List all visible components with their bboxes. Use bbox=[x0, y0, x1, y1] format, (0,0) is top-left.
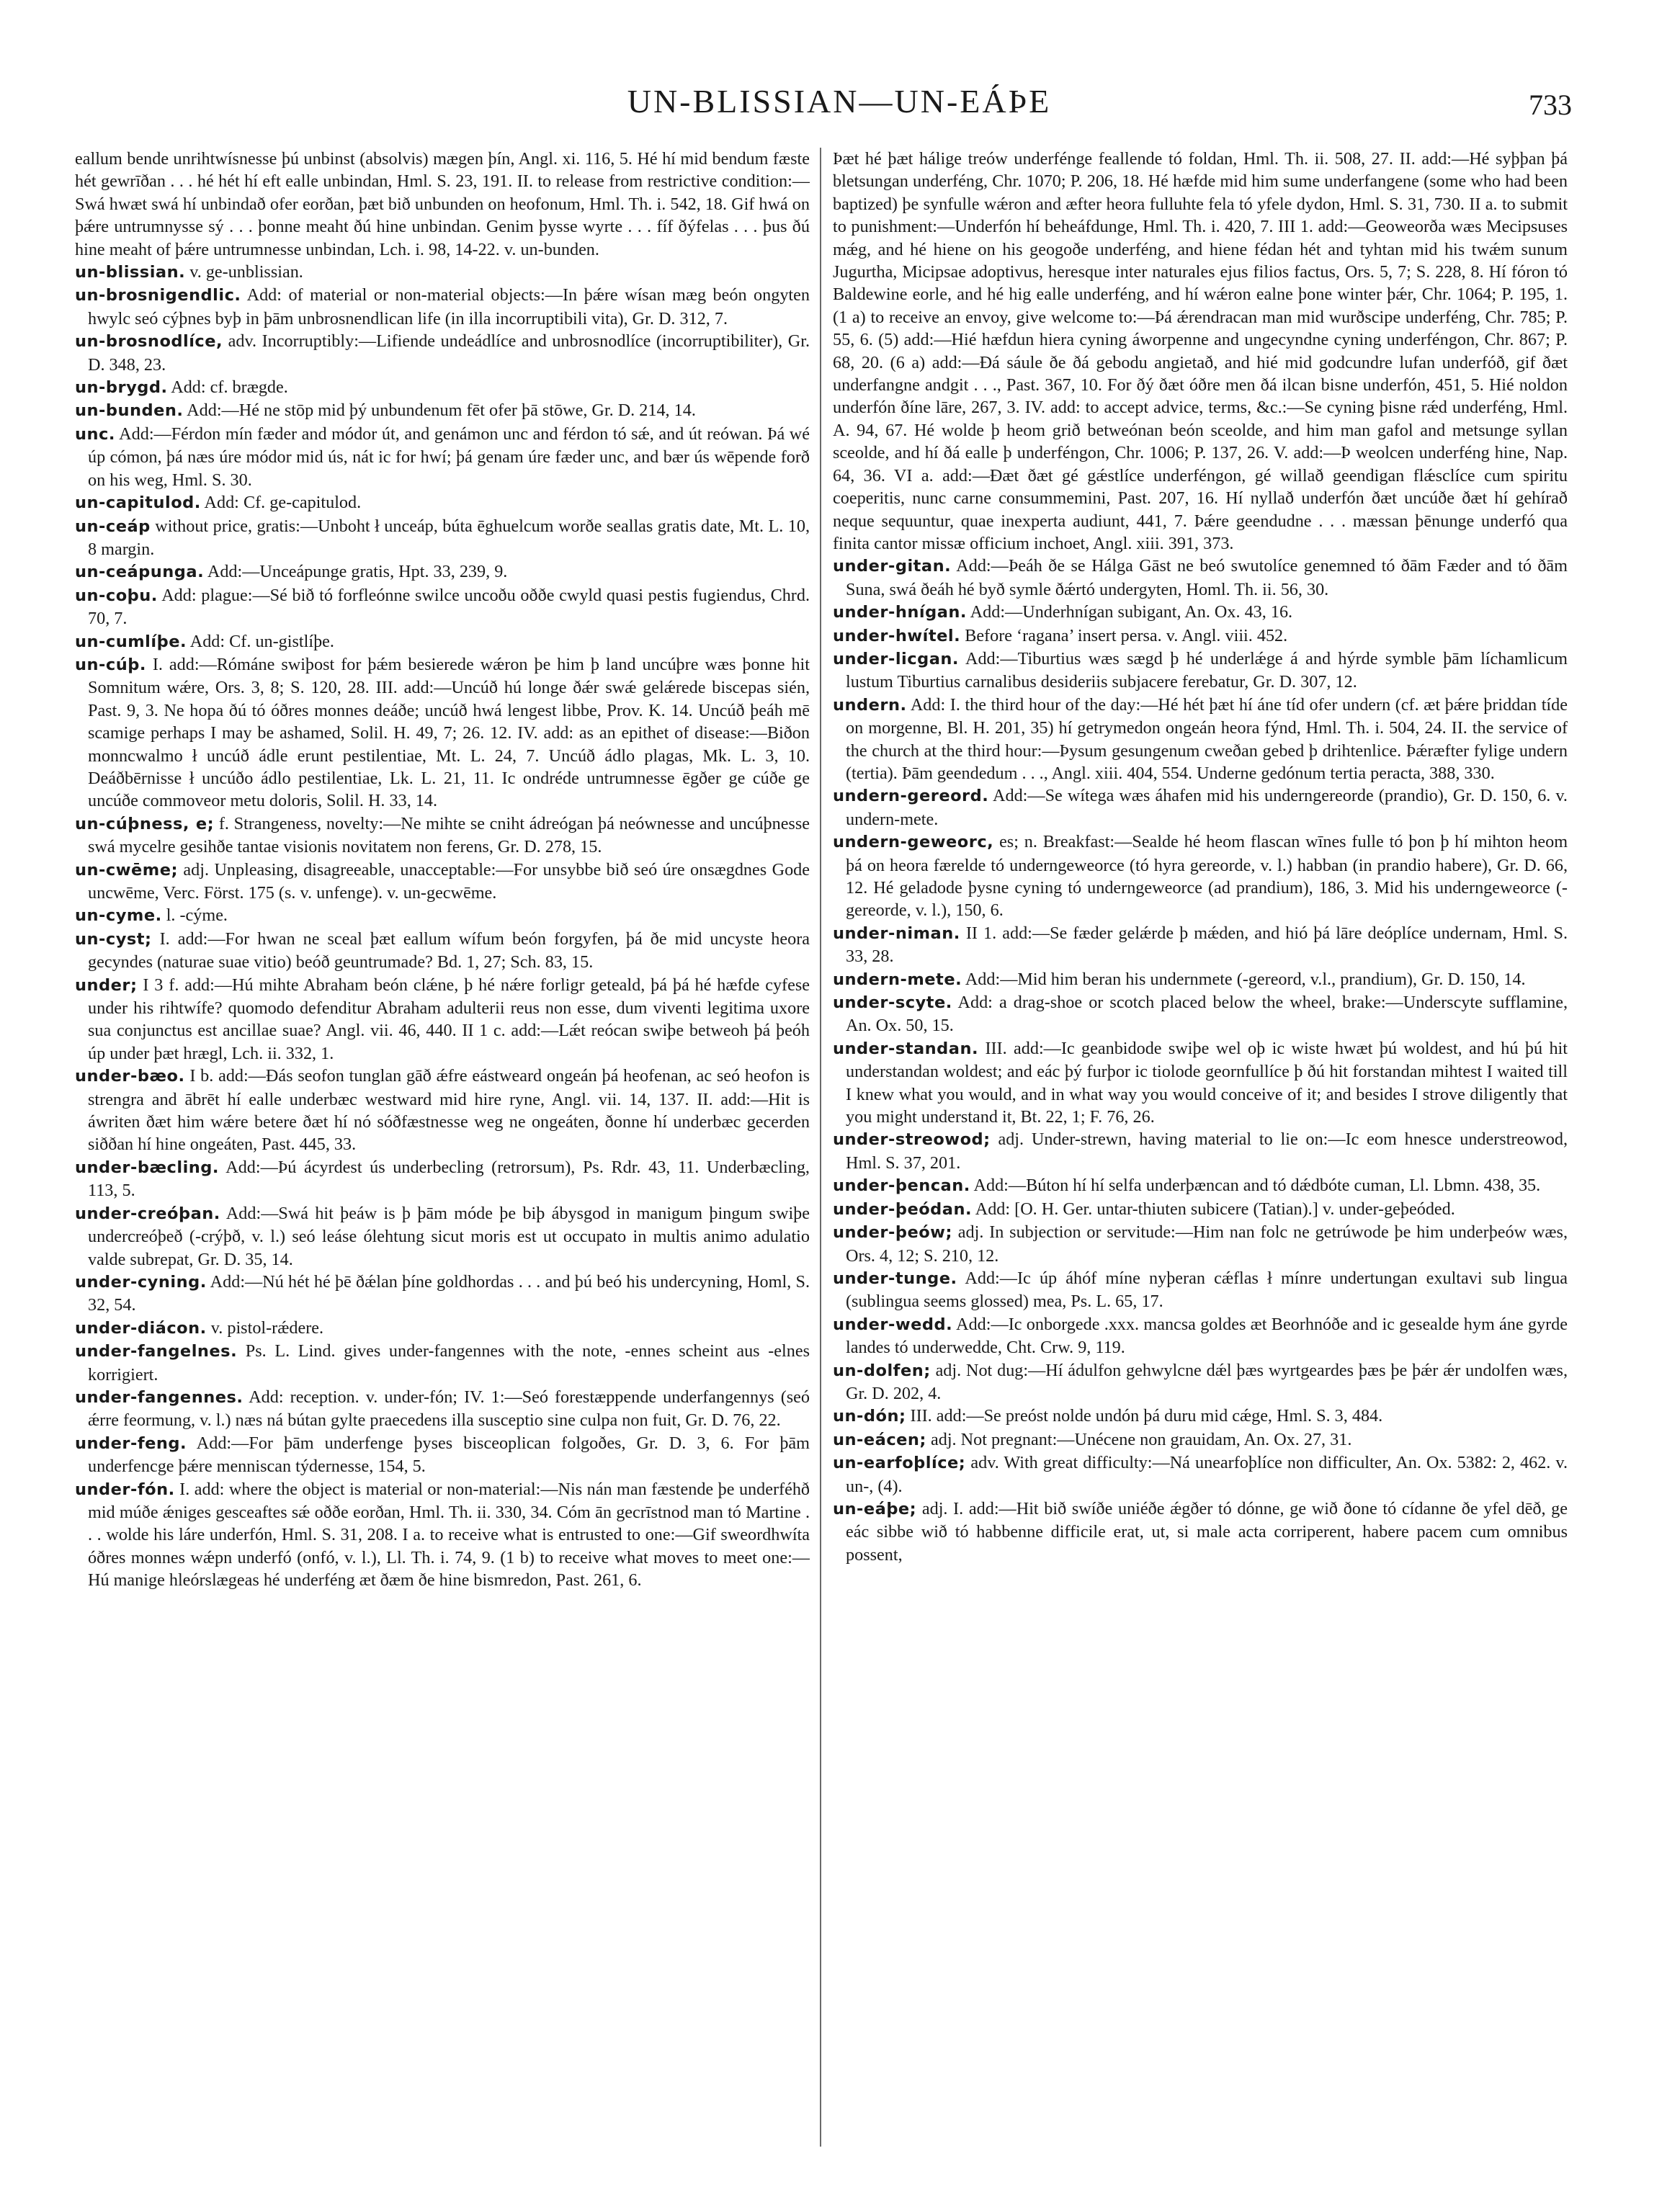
dictionary-entry bbox=[833, 625, 1568, 648]
dictionary-entry bbox=[75, 813, 810, 859]
entry-headword: under-bæcling. bbox=[75, 1158, 219, 1177]
entry-text: Add: plague:—Sé bið tó forfleónne swilce uncoðu oððe cwyld quasi pestis fugiendus, Chrd. 70, 7. bbox=[88, 585, 810, 629]
dictionary-entry bbox=[75, 491, 810, 514]
entry-headword: undern-mete. bbox=[833, 970, 962, 989]
entry-headword: unc. bbox=[75, 424, 115, 444]
dictionary-entry bbox=[75, 1317, 810, 1340]
entry-text: Add: I. the third hour of the day:—Hé hét þæt hí áne tíd ofer undern (cf. æt þǽre þriddan tíde on morgenne, Bl. H. 201, 35) hí getrymedon ongeán heora fýnd, Hml. Th. i. 504, 24. II. the service of the church at the third hour:—Þysum gesungenum cweðan gebed þ drihtenlice. Þǽræfter fylige undern (tertia). Þām geendedum . . ., Angl. xiii. 404, 554. Underne gedónum tertia peracta, 388, 330. bbox=[846, 694, 1568, 783]
dictionary-entry bbox=[75, 928, 810, 974]
entry-headword: un-cwēme; bbox=[75, 860, 178, 880]
dictionary-entry bbox=[75, 1065, 810, 1156]
dictionary-entry bbox=[75, 904, 810, 927]
entry-headword: under-standan. bbox=[833, 1039, 979, 1058]
dictionary-entry bbox=[833, 694, 1568, 785]
entry-headword: under-bæo. bbox=[75, 1067, 185, 1086]
dictionary-entry bbox=[75, 148, 810, 261]
dictionary-entry bbox=[75, 630, 810, 653]
right-column bbox=[833, 148, 1568, 2147]
entry-headword: under-scyte. bbox=[833, 993, 952, 1013]
entry-headword: un-dón; bbox=[833, 1407, 906, 1426]
dictionary-entry bbox=[75, 423, 810, 491]
entry-text: Add:—Mid him beran his undernmete (-gereord, v.l., prandium), Gr. D. 150, 14. bbox=[965, 969, 1526, 989]
entry-text: Add: Cf. un-gistlíþe. bbox=[189, 631, 334, 651]
dictionary-entry bbox=[75, 584, 810, 630]
entry-headword: undern-gereord. bbox=[833, 787, 989, 806]
dictionary-entry bbox=[833, 148, 1568, 555]
entry-text: I 3 f. add:—Hú mihte Abraham beón clǽne, þ hé nǽre forligr geteald, þá þá hé hæfde cyfese under his rihtwífe? quomodo defenditur Abraham adulterii reus non esse, dum viventi legitima uxore sua conjunctus est ancillae suae? Angl. vii. 46, 440. II 1 c. add:—Lǽt reócan swiþe betweoh þá þeóh úp under þæt hrægl, Lch. ii. 332, 1. bbox=[88, 975, 810, 1063]
dictionary-entry bbox=[833, 831, 1568, 922]
entry-text: II 1. add:—Se fæder gelǽrde þ mǽden, and hió þá lāre deóplíce undernam, Hml. S. 33, 28. bbox=[846, 923, 1568, 967]
dictionary-entry bbox=[75, 1340, 810, 1386]
page-number: 733 bbox=[1529, 89, 1572, 121]
entry-text: Add: reception. v. under-fón; IV. 1:—Seó forestæppende underfangennys (seó ǽrre feormung, v. l.) næs ná bútan gylte praecedens illa susceptio sine culpa non fuit, Gr. D. 76, 22. bbox=[88, 1387, 810, 1431]
entry-text: f. Strangeness, novelty:—Ne mihte se cniht ádreógan þá neównesse and uncúþnesse swá mycelre gesihðe tantae visionis novitatem non ferens, Gr. D. 278, 15. bbox=[88, 813, 810, 857]
entry-headword: under-hwítel. bbox=[833, 626, 961, 645]
page-header bbox=[0, 79, 1680, 137]
entry-text: Add: a drag-shoe or scotch placed below the wheel, brake:—Underscyte sufflamine, An. Ox. 50, 15. bbox=[846, 993, 1568, 1036]
entry-text: adj. I. add:—Hit bið swíðe uniéðe ǽgðer tó dónne, ge wið ðone tó cídanne ðe yfel dēð, ge eác sibbe wið tó habbenne difficile erat, ut, si male acta corriperent, habere pacem cum omnibus possent, bbox=[846, 1498, 1568, 1565]
dictionary-entry bbox=[833, 1221, 1568, 1267]
dictionary-entry bbox=[75, 399, 810, 422]
entry-text: III. add:—Se preóst nolde undón þá duru mid cǽge, Hml. S. 3, 484. bbox=[910, 1406, 1383, 1426]
entry-headword: un-earfoþlíce; bbox=[833, 1454, 966, 1473]
entry-text: Add: [O. H. Ger. untar-thiuten subicere (Tatian).] v. under-geþeóded. bbox=[975, 1199, 1455, 1219]
entry-headword: under-gitan. bbox=[833, 557, 952, 576]
entry-headword: un-brosnodlíce, bbox=[75, 332, 223, 352]
dictionary-entry bbox=[833, 1174, 1568, 1197]
dictionary-entry bbox=[75, 1202, 810, 1271]
entry-headword: under-cyning. bbox=[75, 1272, 207, 1292]
entry-headword: un-cyst; bbox=[75, 929, 152, 949]
entry-text: adj. Not pregnant:—Unécene non grauidam, An. Ox. 27, 31. bbox=[930, 1429, 1352, 1449]
entry-headword: under-þeódan. bbox=[833, 1199, 973, 1219]
dictionary-entry bbox=[75, 1386, 810, 1432]
dictionary-entry bbox=[833, 784, 1568, 831]
entry-text: Þæt hé þæt hálige treów underfénge feallende tó foldan, Hml. Th. ii. 508, 27. II. add:—Hé syþþan þá bletsungan underféng, Chr. 1070; P. 206, 18. Hé hæfde mid him sume underfangene (some who had been baptized) þe synfulle wǽron and æfter heora fulluhte fela tó yfele dydon, Hml. S. 31, 730. II a. to submit to punishment:—Underfón hí beheáfdunge, Hml. Th. i. 420, 7. III 1. add:—Geoweorða wæs Mecipsuses mǽg, and hé hiene on his geogoðe underféng, and hiene fédan hét and tyhtan mid his twǽm sunum Jugurtha, Micipsae adoptivus, heresque inter naturales ejus filios factus, Ors. 5, 7; S. 228, 8. Hí fóron tó Baldewine eorle, and hé hig ealle underféng, and hí wǽron ealne þone winter þǽr, Chr. 1064; P. 195, 1. (1 a) to receive an envoy, give welcome to:—Þá ǽrendracan man mid wurðscipe underféng, Chr. 785; P. 55, 6. (5) add:—Hié hæfdun hiera cyning áworpenne and ungecyndne cyning underféngon, Chr. 867; P. 68, 20. (6 a) add:—Ðá sáule ðe ðá gebodu angietað, and hié mid godcundre lufan underfóð, gif ðæt underfangne andgit . . ., Past. 367, 10. For ðý ðæt óðre men ðá ilcan bisne underfón, 451, 5. Hié noldon underfón ðíne lāre, 267, 3. IV. add: to accept advice, terms, &c.:—Se cyning þisne rǽd underféng, Hml. A. 94, 67. Hé wolde þ heom grið betweónan beón sceolde, and him man gafol and metsunge syllan sceolde, and hí ðá ealle þ underféngon, Chr. 1006; P. 137, 26. V. add:—Þ weolcen underféng hine, Nap. 64, 36. VI a. add:—Ðæt ðæt gé gǽstlíce underféngon, gé willað geendigan flǽsclíce cum spiritu coeperitis, nunc carne consummemini, Past. 207, 16. Hí nyllað underfón ðæt uncúðe ðæt hí gehírað neque sequuntur, quae inexperta audiunt, 441, 7. Þǽre geendudne . . . mæssan þēnunge underfó qua finita cantor missæ officium inchoet, Angl. xiii. 391, 373. bbox=[833, 149, 1568, 553]
entry-text: Add:—Unceápunge gratis, Hpt. 33, 239, 9. bbox=[207, 562, 508, 582]
entry-headword: under-fangelnes. bbox=[75, 1342, 238, 1361]
dictionary-entry bbox=[75, 653, 810, 813]
entry-text: Add:—Swá hit þeáw is þ þām móde þe biþ ábysgod in manigum þingum swiþe undercreóþeð (-crýþð, v. l.) seó leáse ólehtung sicut moris est ut occupato in multis animo adulatio valde subrepat, Gr. D. 35, 14. bbox=[88, 1203, 810, 1269]
entry-text: Add: cf. brægde. bbox=[171, 377, 288, 398]
entry-headword: un-cumlíþe. bbox=[75, 632, 187, 651]
entry-text: Add:—For þām underfenge þyses bisceoplican folgoðes, Gr. D. 3, 6. For þām underfencge þǽre menniscan týdernesse, 154, 5. bbox=[88, 1433, 810, 1477]
entry-text: adj. Not dug:—Hí ádulfon gehwylcne dǽl þæs wyrtgeardes þæs þe þǽr ǽr undolfen wæs, Gr. D. 202, 4. bbox=[846, 1360, 1568, 1403]
dictionary-entry bbox=[833, 555, 1568, 601]
dictionary-entry bbox=[75, 1156, 810, 1202]
entry-text: adj. Under-strewn, having material to lie on:—Ic eom hnesce understreowod, Hml. S. 37, 201. bbox=[846, 1129, 1568, 1173]
entry-text: Add: of material or non-material objects:—In þǽre wísan mæg beón ongyten hwylc seó cýþnes byþ in þām unbrosnendlican life (in illa incorruptibili vita), Gr. D. 312, 7. bbox=[88, 285, 810, 328]
entry-headword: under-wedd. bbox=[833, 1315, 953, 1334]
dictionary-entry bbox=[75, 261, 810, 284]
dictionary-entry bbox=[833, 1428, 1568, 1451]
entry-headword: un-blissian. bbox=[75, 263, 186, 282]
entry-text: Ps. L. Lind. gives under-fangennes with the note, -ennes scheint aus -elnes korrigiert. bbox=[88, 1341, 810, 1384]
entry-headword: under-tunge. bbox=[833, 1269, 957, 1288]
entry-text: Add:—Þú ácyrdest ús underbecling (retrorsum), Ps. Rdr. 43, 11. Underbæcling, 113, 5. bbox=[88, 1157, 810, 1201]
dictionary-entry bbox=[833, 968, 1568, 991]
dictionary-entry bbox=[75, 1432, 810, 1478]
dictionary-entry bbox=[833, 1313, 1568, 1359]
dictionary-entry bbox=[75, 515, 810, 561]
entry-headword: un-ceáp bbox=[75, 516, 151, 536]
dictionary-entry bbox=[75, 376, 810, 399]
dictionary-entry bbox=[833, 1451, 1568, 1498]
entry-headword: undern. bbox=[833, 695, 907, 715]
dictionary-entry bbox=[833, 1498, 1568, 1566]
entry-headword: un-brygd. bbox=[75, 378, 168, 398]
dictionary-entry bbox=[833, 648, 1568, 694]
entry-text: III. add:—Ic geanbidode swiþe wel oþ ic wiste hwæt þú woldest, and hú þú hit understandan woldest; and eác þý furþor ic tiolode geornfullíce þ ðú hit forstandan mihtest I waited till I knew what you would, and in what way you would conceive of it; and besides I strove diligently that you might understand it, Bt. 22, 1; F. 76, 26. bbox=[846, 1038, 1568, 1127]
entry-text: Before ‘ragana’ insert persa. v. Angl. viii. 452. bbox=[965, 625, 1288, 645]
dictionary-entry bbox=[833, 1037, 1568, 1129]
entry-text: Add:—Ic úp áhóf míne nyþeran cǽflas ł mínre undertungan exultavi sub lingua (sublingua seems glossed) mea, Ps. L. 65, 17. bbox=[846, 1268, 1568, 1312]
dictionary-entry bbox=[75, 330, 810, 376]
left-column bbox=[75, 148, 810, 2147]
entry-headword: un-cyme. bbox=[75, 906, 162, 926]
entry-text: without price, gratis:—Unboht ł unceáp, búta ēghuelcum worðe seallas gratis date, Mt. L. 10, 8 margin. bbox=[88, 516, 810, 559]
dictionary-entry bbox=[833, 922, 1568, 968]
entry-text: Add:—Hé ne stōp mid þý unbundenum fēt ofer þā stōwe, Gr. D. 214, 14. bbox=[187, 401, 696, 421]
dictionary-entry bbox=[75, 560, 810, 583]
entry-headword: un-cúþ. bbox=[75, 655, 146, 674]
dictionary-entry bbox=[833, 1267, 1568, 1313]
dictionary-entry bbox=[75, 974, 810, 1065]
entry-text: Add:—Búton hí hí selfa underþæncan and tó dǽdbóte cuman, Ll. Lbmn. 438, 35. bbox=[973, 1176, 1541, 1196]
entry-text: I. add: where the object is material or non-material:—Nis nán man fæstende þe underféhð mid múðe ǽniges gesceaftes sǽ oððe eorðan, Hml. Th. ii. 330, 34. Cóm ān gecrīstnod man tó Martine . . . wolde his láre underfón, Hml. S. 31, 208. I a. to receive what is entrusted to one:—Gif sweordhwíta óðres monnes wǽpn underfó (onfó, v. l.), Ll. Th. i. 74, 9. (1 b) to receive what moves to meet one:—Hú manige hleórslægeas hé underféng æt ðæm ðe hine bismredon, Past. 261, 6. bbox=[88, 1479, 810, 1591]
entry-headword: un-eácen; bbox=[833, 1430, 926, 1449]
entry-headword: un-cúþness, e; bbox=[75, 814, 215, 833]
entry-headword: under-licgan. bbox=[833, 649, 959, 668]
entry-headword: under; bbox=[75, 975, 138, 995]
entry-text: Add:—Underhnígan subigant, An. Ox. 43, 16. bbox=[970, 602, 1293, 622]
entry-text: es; n. Breakfast:—Sealde hé heom flascan wīnes fulle tó þon þ hí mihton heom þá on heora færelde tó underngeweorce (tó hyra gereorde, v. l.) habban (in prandio habere), Gr. D. 66, 12. Hé geladode þysne cyning tó underngeweorce (ad prandium), 186, 3. Mid his underngeweorce (-gereorde, v. l.), 150, 6. bbox=[846, 832, 1568, 921]
entry-text: Add:—Tiburtius wæs sægd þ hé underlǽge á and hýrde symble þām líchamlicum lustum Tiburtius carnalibus desideriis subjacere ferebatur, Gr. D. 307, 12. bbox=[846, 648, 1568, 692]
dictionary-entry bbox=[75, 859, 810, 905]
entry-headword: un-dolfen; bbox=[833, 1361, 931, 1380]
entry-text: I. add:—For hwan ne sceal þæt eallum wífum beón forgyfen, þá ðe mid uncyste heora gecyndes (naturae suae vitio) beóð geuntrumade? Bd. 1, 27; Sch. 83, 15. bbox=[88, 929, 810, 972]
entry-headword: un-ceápunga. bbox=[75, 563, 205, 582]
entry-headword: undern-geweorc, bbox=[833, 833, 994, 852]
entry-text: Add:—Nú hét hé þē ðǽlan þíne goldhordas . . . and þú beó his undercyning, Homl, S. 32, 54. bbox=[88, 1271, 810, 1315]
dictionary-entry bbox=[833, 1198, 1568, 1221]
entry-text: adv. With great difficulty:—Ná unearfoþlíce non difficulter, An. Ox. 5382: 2, 462. v. un-, (4). bbox=[846, 1453, 1568, 1496]
dictionary-entry bbox=[75, 1478, 810, 1592]
entry-headword: under-hnígan. bbox=[833, 603, 967, 622]
dictionary-entry bbox=[833, 1405, 1568, 1428]
entry-headword: under-þeów; bbox=[833, 1223, 952, 1243]
dictionary-entry bbox=[833, 601, 1568, 624]
entry-text: eallum bende unrihtwísnesse þú unbinst (absolvis) mægen þín, Angl. xi. 116, 5. Hé hí mid bendum fæste hét gewrīðan . . . hé hét hí eft ealle unbindan, Hml. S. 23, 191. II. to release from restrictive condition:—Swá hwæt swá hí unbindað ofer eorðan, þæt bið unbunden on heofonum, Hml. Th. i. 542, 18. Gif hwá on þǽre untrumnysse sý . . . þonne meaht ðú hine unbindan. Genim þysse wyrte . . . fíf ðýfelas . . . þus ðú hine meaht of þǽre untrumnesse unbindan, Lch. i. 98, 14-22. v. un-bunden. bbox=[75, 149, 810, 259]
entry-text: l. -cýme. bbox=[166, 905, 228, 926]
entry-headword: under-niman. bbox=[833, 923, 960, 943]
dictionary-entry bbox=[75, 284, 810, 330]
entry-headword: un-bunden. bbox=[75, 401, 184, 421]
dictionary-entry bbox=[833, 991, 1568, 1037]
entry-headword: un-capitulod. bbox=[75, 493, 201, 513]
entry-text: Add:—Ic onborgede .xxx. mancsa goldes æt Beorhnóðe and ic gesealde hym áne gyrde landes tó underwedde, Cht. Crw. 9, 119. bbox=[846, 1314, 1568, 1358]
entry-headword: under-creóþan. bbox=[75, 1204, 220, 1223]
dictionary-entry bbox=[75, 1271, 810, 1317]
entry-headword: under-fón. bbox=[75, 1480, 175, 1499]
entry-headword: under-diácon. bbox=[75, 1318, 207, 1338]
entry-headword: un-eáþe; bbox=[833, 1499, 917, 1518]
entry-text: I. add:—Rómáne swiþost for þǽm besierede wǽron þe him þ land uncúþre wæs þonne hit Somnitum wǽre, Ors. 3, 8; S. 120, 28. III. add:—Uncúð hú longe ðǽr swǽ gelǽrede biscepas sién, Past. 9, 3. Ne hopa ðú tó óðres monnes deáðe; uncúð hwá lengest libbe, Prov. K. 14. Uncúð þeáh mē scamige perhaps I may be ashamed, Solil. H. 49, 7; 26. 12. IV. add: as an epithet of disease:—Biðon monncwalmo ł uncúð ádle erunt pestilentiae, Mt. L. 24, 7. Uncúð ádlo plagas, Mk. L. 3, 10. Deáðbērnisse ł uncúðo ádlo pestilentiae, Lk. L. 21, 11. Ic ondréde untrumnesse ēgðer ge cúðe ge uncúðe commoveor metu doloris, Solil. H. 33, 14. bbox=[88, 654, 810, 811]
dictionary-entry bbox=[833, 1128, 1568, 1174]
entry-text: v. ge-unblissian. bbox=[189, 262, 303, 282]
entry-text: adj. Unpleasing, disagreeable, unacceptable:—For unsybbe bið seó úre onsægdnes Gode uncwēme, Verc. Först. 175 (s. v. unfenge). v. un-gecwēme. bbox=[88, 859, 810, 903]
entry-text: Add:—Þeáh ðe se Hálga Gāst ne beó swutolíce genemned tó ðām Fæder and tó ðām Suna, swá ðeáh hé byð symle ðǽrtó undergyten, Homl. Th. ii. 56, 30. bbox=[846, 556, 1568, 599]
entry-headword: under-streowod; bbox=[833, 1130, 991, 1150]
column-divider bbox=[820, 148, 821, 2147]
dictionary-entry bbox=[833, 1359, 1568, 1405]
entry-text: Add: Cf. ge-capitulod. bbox=[204, 493, 362, 513]
entry-text: adv. Incorruptibly:—Lifiende undeádlíce and unbrosnodlíce (incorruptibiliter), Gr. D. 348, 23. bbox=[88, 331, 810, 375]
entry-text: v. pistol-rǽdere. bbox=[210, 1318, 324, 1338]
entry-headword: under-fangennes. bbox=[75, 1387, 243, 1407]
entry-text: Add:—Férdon mín fæder and módor út, and genámon unc and férdon tó sǽ, and út reówan. Þá wé úp cómon, þá næs úre módor mid ús, nát ic for hwí; þá genam úre fæder unc, and bær ús wēpende forð on his weg, Hml. S. 30. bbox=[88, 424, 810, 490]
entry-headword: un-coþu. bbox=[75, 586, 158, 605]
entry-text: adj. In subjection or servitude:—Him nan folc ne getrúwode þe him underþeów wæs, Ors. 4, 12; S. 210, 12. bbox=[846, 1222, 1568, 1266]
entry-headword: un-brosnigendlic. bbox=[75, 286, 241, 305]
running-title: UN-BLISSIAN—UN-EÁÞE bbox=[627, 83, 1052, 120]
entry-text: Add:—Se wítega wæs áhafen mid his underngereorde (prandio), Gr. D. 150, 6. v. undern-mete. bbox=[846, 786, 1568, 829]
entry-text: I b. add:—Ðás seofon tunglan gāð ǽfre eástweard ongeán þá heofenan, ac seó heofon is strengra and ābrēt hí ealle underbæc westward mid hire ryne, Angl. vii. 14, 137. II. add:—Hit is áwriten ðæt him wǽre betere ðæt hí nó sóðfæstnesse weg ne ongeáten, ðonne hí underbæc gecerden siððan hí hine ongeáten, Past. 445, 33. bbox=[88, 1066, 810, 1155]
entry-headword: under-þencan. bbox=[833, 1176, 970, 1196]
entry-headword: under-feng. bbox=[75, 1433, 187, 1453]
